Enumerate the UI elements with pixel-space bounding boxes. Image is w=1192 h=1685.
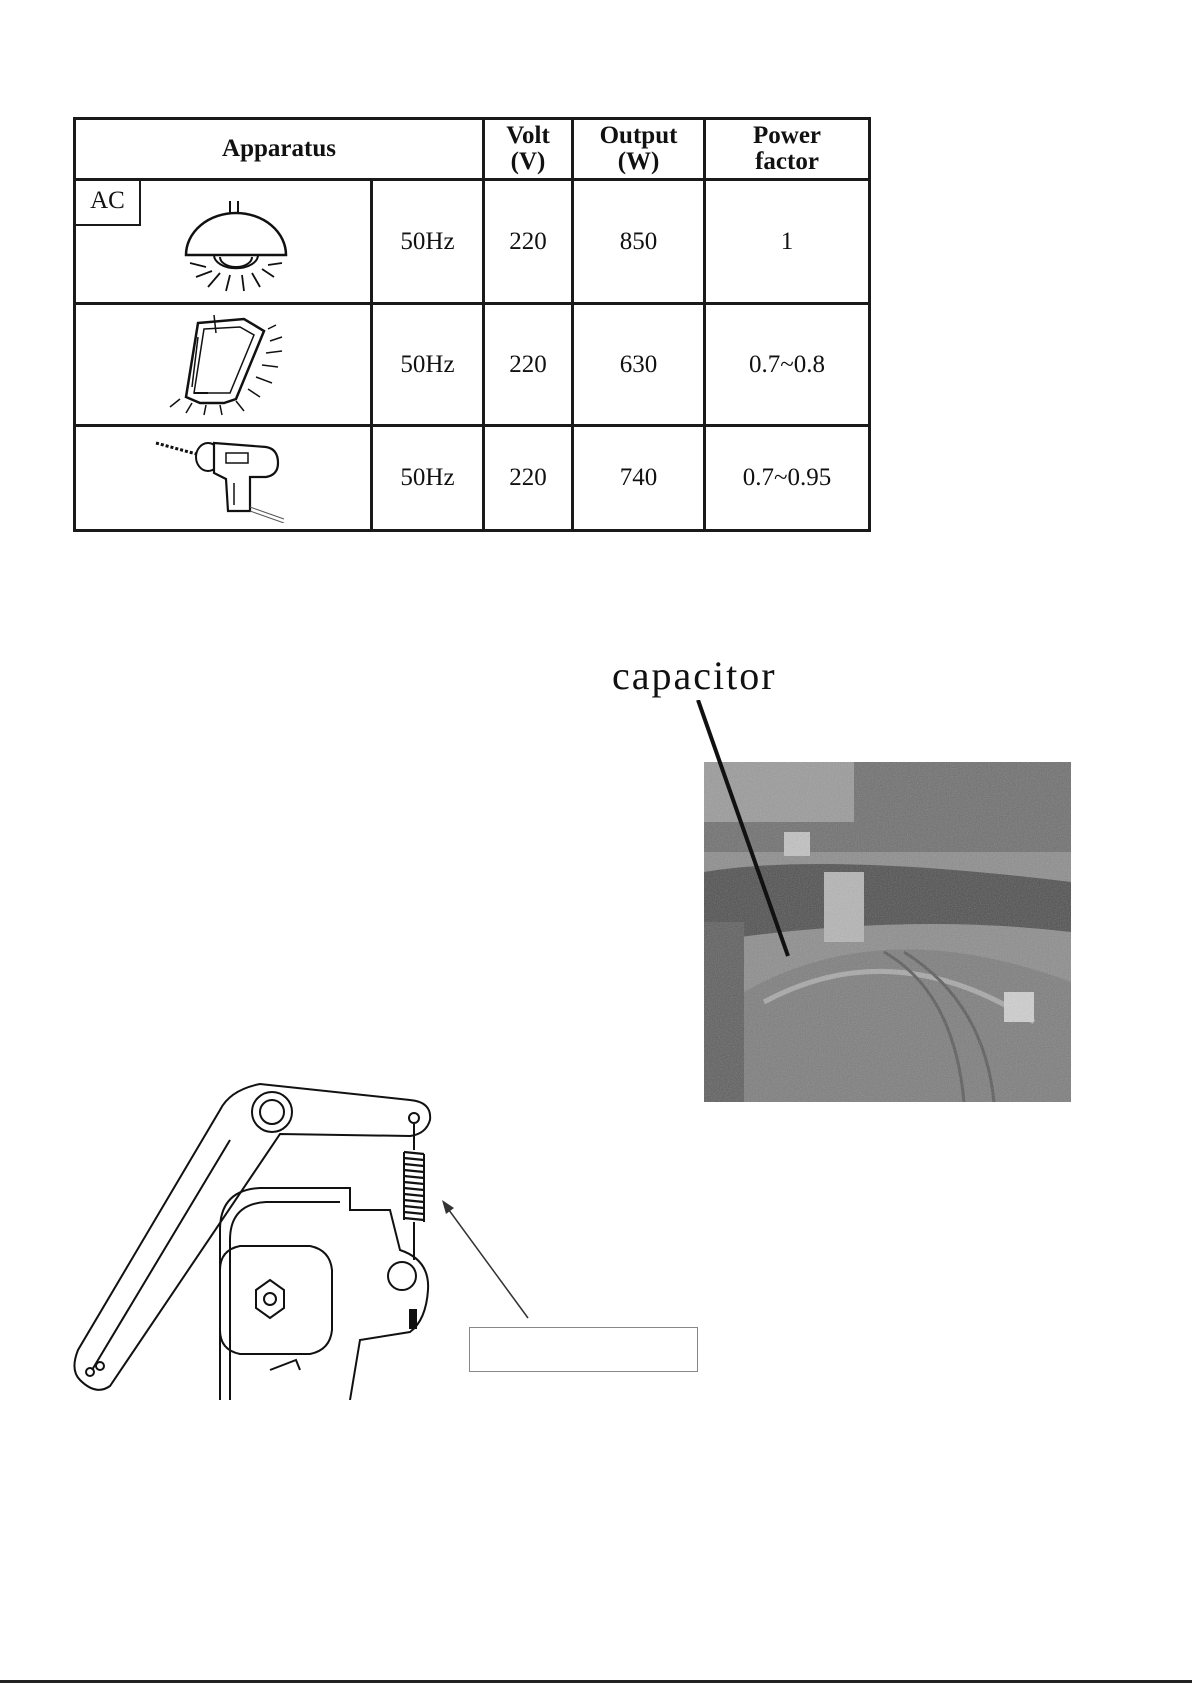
header-volt-line2: (V)	[510, 148, 546, 175]
frequency-cell: 50Hz	[372, 304, 484, 426]
apparatus-icon-cell	[75, 180, 372, 304]
header-volt	[484, 119, 573, 180]
header-apparatus: Apparatus	[75, 119, 484, 180]
volt-cell: 220	[484, 426, 573, 531]
lever-mechanism-drawing	[70, 1070, 450, 1400]
drill-icon	[154, 433, 294, 523]
table-header-row	[75, 119, 870, 180]
table-row	[75, 426, 870, 531]
table-row	[75, 180, 870, 304]
apparatus-spec-table	[73, 117, 871, 532]
output-cell: 740	[573, 426, 705, 531]
header-volt-line1: Volt	[506, 122, 550, 149]
heater-icon	[164, 307, 304, 417]
spring-label-box	[469, 1327, 698, 1372]
header-pf-line1: Power	[753, 122, 822, 149]
capacitor-label: capacitor	[612, 653, 777, 698]
header-power-factor	[705, 119, 870, 180]
volt-cell: 220	[484, 180, 573, 304]
power-factor-cell: 1	[705, 180, 870, 304]
frequency-cell: 50Hz	[372, 426, 484, 531]
header-output-line2: (W)	[617, 148, 660, 175]
table-row	[75, 304, 870, 426]
header-pf-line2: factor	[755, 148, 819, 175]
output-cell: 850	[573, 180, 705, 304]
page-bottom-rule	[0, 1680, 1192, 1683]
frequency-cell: 50Hz	[372, 180, 484, 304]
volt-cell: 220	[484, 304, 573, 426]
header-output-line1: Output	[599, 122, 678, 149]
power-factor-cell: 0.7~0.95	[705, 426, 870, 531]
spring-pointer-arrow	[440, 1200, 540, 1320]
power-factor-cell: 0.7~0.8	[705, 304, 870, 426]
header-output	[573, 119, 705, 180]
lamp-icon	[176, 193, 296, 293]
ac-label: AC	[76, 181, 141, 226]
apparatus-icon-cell	[75, 426, 372, 531]
output-cell: 630	[573, 304, 705, 426]
capacitor-pointer-line	[690, 700, 800, 960]
apparatus-icon-cell	[75, 304, 372, 426]
